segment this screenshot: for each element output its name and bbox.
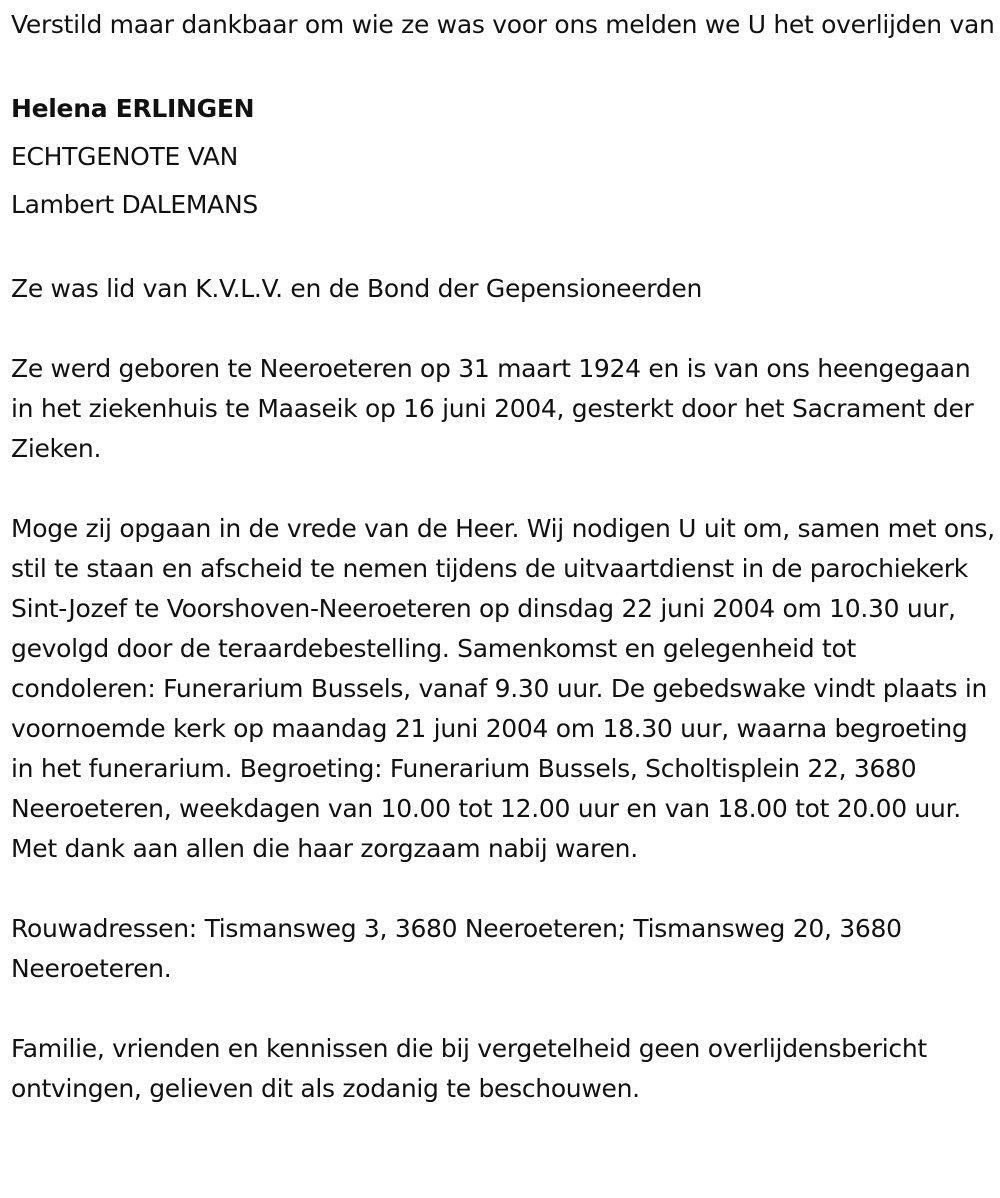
service-text: Moge zij opgaan in de vrede van de Heer. Wij nodigen U uit om, samen met ons, stil te staan en afscheid te nemen tijdens de uitvaartdienst in de parochiekerk Sint-Jozef te Voorshoven-Neeroeteren op dinsdag 22 juni 2004 om 10.30 uur, gevolgd door de teraardebestelling. Samenkomst en gelegenheid tot condoleren: Funerarium Bussels, vanaf 9.30 uur. De gebedswake vindt plaats in voornoemde kerk op maandag 21 juni 2004 om 18.30 uur, waarna begroeting in het funerarium. Begroeting: Funerarium Bussels, Scholtisplein 22, 3680 Neeroeteren, weekdagen van 10.00 tot 12.00 uur en van 18.00 tot 20.00 uur. Met dank aan allen die haar zorgzaam nabij waren. — [11, 514, 995, 863]
spacer — [11, 45, 996, 85]
spouse-name: Lambert DALEMANS — [11, 190, 258, 219]
deceased-name: Helena ERLINGEN — [11, 94, 255, 123]
spacer — [11, 989, 996, 1029]
birth-death-text: Ze werd geboren te Neeroeteren op 31 maart 1924 en is van ons heengegaan in het ziekenhuis te Maaseik op 16 juni 2004, gesterkt door het Sacrament der Zieken. — [11, 354, 974, 463]
intro-text: Verstild maar dankbaar om wie ze was voor ons melden we U het overlijden van — [11, 10, 995, 39]
spacer — [11, 229, 996, 269]
spacer — [11, 469, 996, 509]
spouse-label: ECHTGENOTE VAN — [11, 142, 238, 171]
closing-text: Familie, vrienden en kennissen die bij vergetelheid geen overlijdensbericht ontvingen, gelieven dit als zodanig te beschouwen. — [11, 1034, 927, 1103]
spacer — [11, 869, 996, 909]
obituary-notice — [11, 5, 996, 1109]
membership-text: Ze was lid van K.V.L.V. en de Bond der Gepensioneerden — [11, 274, 703, 303]
spacer — [11, 309, 996, 349]
addresses-text: Rouwadressen: Tismansweg 3, 3680 Neeroeteren; Tismansweg 20, 3680 Neeroeteren. — [11, 914, 902, 983]
